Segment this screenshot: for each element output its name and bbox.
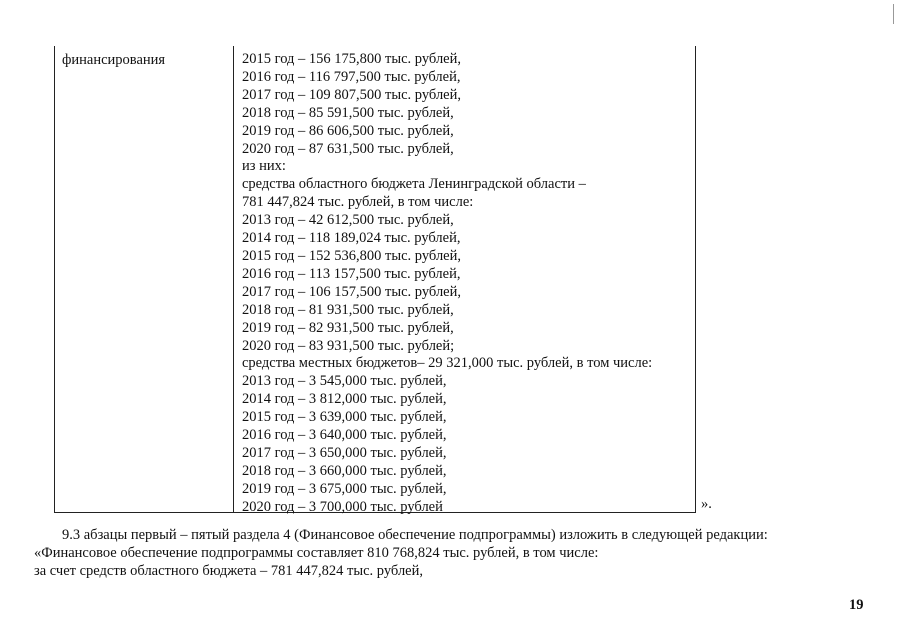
page-edge-mark xyxy=(893,4,894,24)
table-column-divider xyxy=(233,46,234,513)
paragraph-financing: «Финансовое обеспечение подпрограммы составляет 810 768,824 тыс. рублей, в том числе: xyxy=(34,545,599,561)
table-line: 2016 год – 3 640,000 тыс. рублей, xyxy=(242,427,447,444)
page-number: 19 xyxy=(849,597,864,613)
table-line: средства местных бюджетов– 29 321,000 тыс. рублей, в том числе: xyxy=(242,355,653,372)
table-line: 2020 год – 87 631,500 тыс. рублей, xyxy=(242,140,454,157)
paragraph-regional-budget: за счет средств областного бюджета – 781 447,824 тыс. рублей, xyxy=(34,563,424,579)
table-line: средства областного бюджета Ленинградской области – xyxy=(242,176,586,193)
table-line: 2019 год – 86 606,500 тыс. рублей, xyxy=(242,122,454,139)
table-line: 2020 год – 3 700,000 тыс. рублей xyxy=(242,498,443,515)
table-line: 2017 год – 3 650,000 тыс. рублей, xyxy=(242,444,447,461)
table-line: 781 447,824 тыс. рублей, в том числе: xyxy=(242,194,474,211)
table-line: 2017 год – 109 807,500 тыс. рублей, xyxy=(242,86,462,103)
table-line: 2013 год – 42 612,500 тыс. рублей, xyxy=(242,212,454,229)
table-line: 2016 год – 116 797,500 тыс. рублей, xyxy=(242,68,461,85)
table-line: 2020 год – 83 931,500 тыс. рублей; xyxy=(242,337,455,354)
table-line: 2018 год – 81 931,500 тыс. рублей, xyxy=(242,301,454,318)
paragraph-amendment: 9.3 абзацы первый – пятый раздела 4 (Финансовое обеспечение подпрограммы) изложить в следующей редакции: xyxy=(62,527,768,543)
table-line: 2019 год – 3 675,000 тыс. рублей, xyxy=(242,480,447,497)
table-line: 2014 год – 3 812,000 тыс. рублей, xyxy=(242,391,447,408)
table-line: из них: xyxy=(242,158,286,175)
table-line: 2015 год – 3 639,000 тыс. рублей, xyxy=(242,409,447,426)
table-line: 2014 год – 118 189,024 тыс. рублей, xyxy=(242,230,461,247)
table-line: 2015 год – 156 175,800 тыс. рублей, xyxy=(242,51,462,67)
table-left-cell: финансирования xyxy=(62,52,166,68)
table-line: 2015 год – 152 536,800 тыс. рублей, xyxy=(242,247,462,264)
table-line: 2017 год – 106 157,500 тыс. рублей, xyxy=(242,283,462,300)
table-right-cell xyxy=(242,51,692,517)
table-line: 2018 год – 3 660,000 тыс. рублей, xyxy=(242,462,447,479)
closing-quote: ». xyxy=(701,496,712,512)
table-line: 2018 год – 85 591,500 тыс. рублей, xyxy=(242,104,454,121)
table-line: 2016 год – 113 157,500 тыс. рублей, xyxy=(242,265,461,282)
table-line: 2019 год – 82 931,500 тыс. рублей, xyxy=(242,319,454,336)
table-line: 2013 год – 3 545,000 тыс. рублей, xyxy=(242,373,447,390)
